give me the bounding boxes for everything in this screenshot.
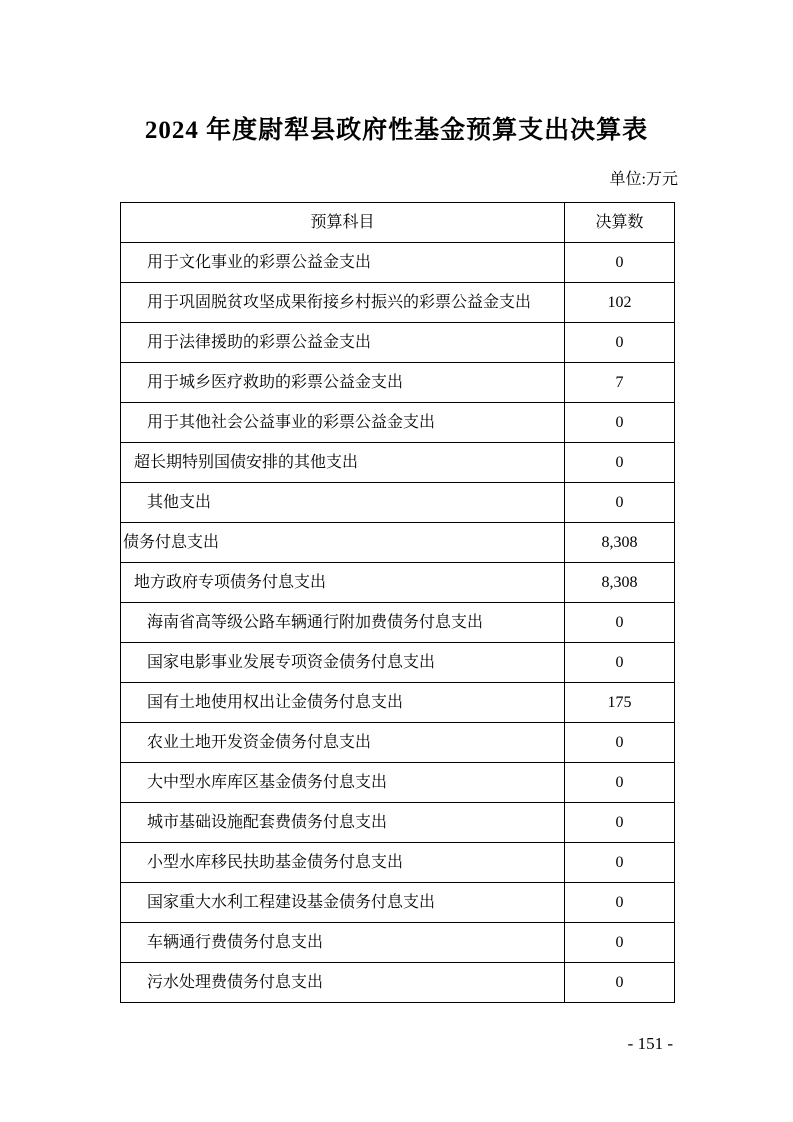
table-row [121,963,675,1003]
amount-cell: 0 [565,803,675,843]
subject-cell: 国家重大水利工程建设基金债务付息支出 [121,883,565,923]
table-row [121,323,675,363]
amount-cell: 0 [565,763,675,803]
subject-cell: 农业土地开发资金债务付息支出 [121,723,565,763]
amount-cell: 0 [565,643,675,683]
table-row [121,923,675,963]
subject-cell: 超长期特别国债安排的其他支出 [121,443,565,483]
column-header-subject: 预算科目 [121,203,565,243]
table-row [121,883,675,923]
amount-cell: 175 [565,683,675,723]
subject-cell: 国有土地使用权出让金债务付息支出 [121,683,565,723]
amount-cell: 0 [565,883,675,923]
table-row [121,723,675,763]
table-row [121,243,675,283]
table-row [121,523,675,563]
subject-cell: 其他支出 [121,483,565,523]
subject-cell: 用于法律援助的彩票公益金支出 [121,323,565,363]
table-row [121,483,675,523]
table-row [121,563,675,603]
subject-cell: 用于文化事业的彩票公益金支出 [121,243,565,283]
amount-cell: 7 [565,363,675,403]
table-row [121,403,675,443]
subject-cell: 海南省高等级公路车辆通行附加费债务付息支出 [121,603,565,643]
budget-table [120,202,675,1003]
amount-cell: 102 [565,283,675,323]
table-header-row [121,203,675,243]
subject-cell: 污水处理费债务付息支出 [121,963,565,1003]
table-row [121,843,675,883]
amount-cell: 0 [565,443,675,483]
amount-cell: 0 [565,483,675,523]
unit-label: 单位:万元 [609,171,678,188]
subject-cell: 城市基础设施配套费债务付息支出 [121,803,565,843]
amount-cell: 0 [565,723,675,763]
table-body [121,243,675,1003]
amount-cell: 0 [565,323,675,363]
subject-cell: 车辆通行费债务付息支出 [121,923,565,963]
amount-cell: 0 [565,243,675,283]
subject-cell: 大中型水库库区基金债务付息支出 [121,763,565,803]
subject-cell: 债务付息支出 [121,523,565,563]
column-header-amount: 决算数 [565,203,675,243]
subject-cell: 地方政府专项债务付息支出 [121,563,565,603]
subject-cell: 用于城乡医疗救助的彩票公益金支出 [121,363,565,403]
amount-cell: 0 [565,923,675,963]
table-row [121,683,675,723]
subject-cell: 国家电影事业发展专项资金债务付息支出 [121,643,565,683]
amount-cell: 8,308 [565,563,675,603]
amount-cell: 0 [565,963,675,1003]
amount-cell: 8,308 [565,523,675,563]
amount-cell: 0 [565,403,675,443]
page-title: 2024 年度尉犁县政府性基金预算支出决算表 [144,117,649,144]
subject-cell: 用于其他社会公益事业的彩票公益金支出 [121,403,565,443]
table-row [121,803,675,843]
subject-cell: 用于巩固脱贫攻坚成果衔接乡村振兴的彩票公益金支出 [121,283,565,323]
table-row [121,363,675,403]
table-row [121,283,675,323]
amount-cell: 0 [565,843,675,883]
table-row [121,603,675,643]
table-row [121,763,675,803]
table-row [121,643,675,683]
page-number: - 151 - [627,1034,673,1053]
subject-cell: 小型水库移民扶助基金债务付息支出 [121,843,565,883]
table-row [121,443,675,483]
amount-cell: 0 [565,603,675,643]
